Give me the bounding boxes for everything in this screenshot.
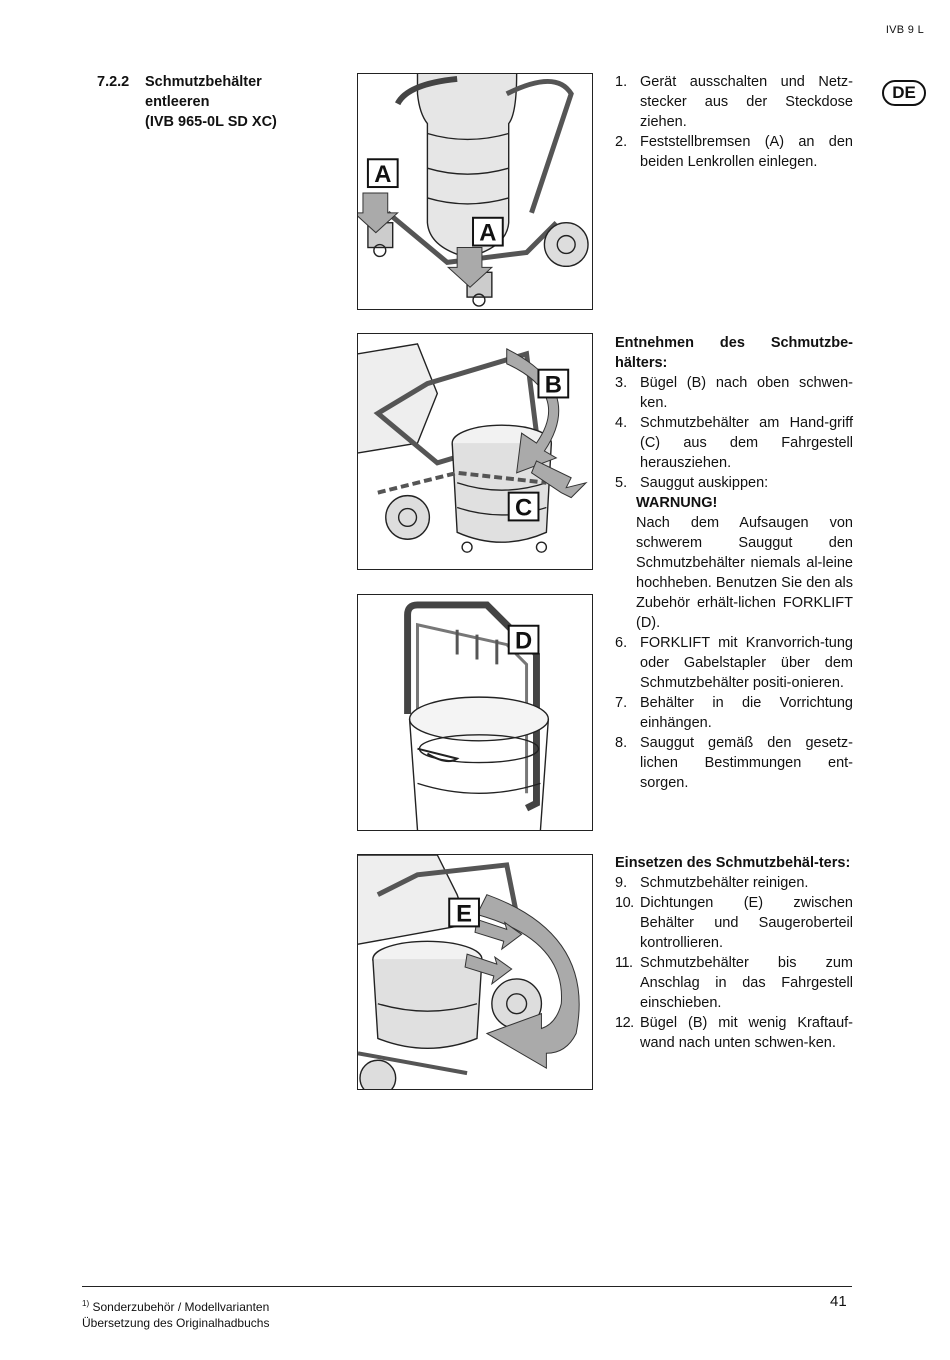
step-9-text: Schmutzbehälter reinigen. (640, 875, 809, 891)
instructions-block-3 (615, 853, 853, 1053)
figure-remove-container (357, 333, 593, 570)
footnote-line1: Sonderzubehör / Modellvarianten (92, 1300, 270, 1314)
step-11-text: Schmutzbehälter bis zum Anschlag in das Fahrgestell einschieben. (640, 955, 853, 1011)
step-12-number: 12. (615, 1015, 634, 1031)
step-4-number: 4. (615, 415, 628, 431)
header-model-label: IVB 9 L (885, 24, 924, 36)
step-2-number: 2. (615, 134, 628, 150)
container-removal-illustration (358, 334, 592, 569)
step-5 (615, 473, 853, 493)
forklift-illustration (358, 595, 592, 830)
step-1-text: Gerät ausschalten und Netz-stecker aus der Steckdose ziehen. (640, 74, 853, 130)
step-7-number: 7. (615, 695, 628, 711)
warning-title: WARNUNG! (636, 495, 718, 511)
section-title-line2: entleeren (145, 94, 210, 110)
step-12-text: Bügel (B) mit wenig Kraftauf-wand nach unten schwen-ken. (640, 1015, 853, 1051)
step-3 (615, 373, 853, 413)
figure-forklift (357, 594, 593, 831)
step-8-number: 8. (615, 735, 628, 751)
instructions-block-1 (615, 72, 853, 172)
step-5-number: 5. (615, 475, 628, 491)
label-d: D (514, 627, 533, 655)
page-number: 41 (830, 1293, 847, 1310)
step-9 (615, 873, 853, 893)
step-7-text: Behälter in die Vorrichtung einhängen. (640, 695, 853, 731)
step-6-text: FORKLIFT mit Kranvorrich-tung oder Gabelstapler über dem Schmutzbehälter positi-onieren. (640, 635, 853, 691)
step-7 (615, 693, 853, 733)
step-10 (615, 893, 853, 953)
step-11 (615, 953, 853, 1013)
step-4-text: Schmutzbehälter am Hand-griff (C) aus dem Fahrgestell herausziehen. (640, 415, 853, 471)
step-5-text: Sauggut auskippen: (640, 475, 769, 491)
figure-insert-container (357, 854, 593, 1090)
footnote (82, 1296, 269, 1331)
remove-container-heading: Entnehmen des Schmutzbe-hälters: (615, 335, 853, 371)
footer-divider (82, 1286, 852, 1287)
section-title-line1: Schmutzbehälter (145, 74, 262, 90)
label-e: E (456, 900, 473, 928)
insert-container-heading: Einsetzen des Schmutzbehäl-ters: (615, 855, 851, 871)
step-10-text: Dichtungen (E) zwischen Behälter und Saugeroberteil kontrollieren. (640, 895, 853, 951)
step-3-number: 3. (615, 375, 628, 391)
step-6 (615, 633, 853, 693)
step-8 (615, 733, 853, 793)
step-11-number: 11. (615, 955, 633, 971)
section-number: 7.2.2 (97, 74, 130, 90)
step-2-text: Feststellbremsen (A) an den beiden Lenkrollen einlegen. (640, 134, 853, 170)
label-c: C (514, 494, 533, 522)
step-6-number: 6. (615, 635, 628, 651)
footnote-mark: 1) (82, 1299, 90, 1308)
section-title-line3: (IVB 965-0L SD XC) (145, 114, 277, 130)
vacuum-brakes-illustration (358, 74, 592, 309)
section-heading (97, 72, 337, 132)
label-a-1: A (374, 161, 392, 189)
step-2 (615, 132, 853, 172)
footnote-line2: Übersetzung des Originalhadbuchs (82, 1316, 270, 1330)
label-b: B (544, 371, 562, 399)
step-9-number: 9. (615, 875, 628, 891)
step-12 (615, 1013, 853, 1053)
step-10-number: 10. (615, 895, 634, 911)
label-a-2: A (479, 219, 497, 247)
figure-brakes (357, 73, 593, 310)
step-8-text: Sauggut gemäß den gesetz-lichen Bestimmungen ent-sorgen. (640, 735, 853, 791)
step-1-number: 1. (615, 74, 628, 90)
step-3-text: Bügel (B) nach oben schwen-ken. (640, 375, 853, 411)
step-4 (615, 413, 853, 473)
language-badge: DE (882, 80, 926, 106)
instructions-block-2 (615, 333, 853, 793)
step-1 (615, 72, 853, 132)
warning-text: Nach dem Aufsaugen von schwerem Sauggut den Schmutzbehälter niemals al-leine hochheben. Benutzen Sie den als Zubehör erhält-lichen FORKLIFT (D). (636, 515, 853, 631)
container-insert-illustration (358, 855, 592, 1089)
